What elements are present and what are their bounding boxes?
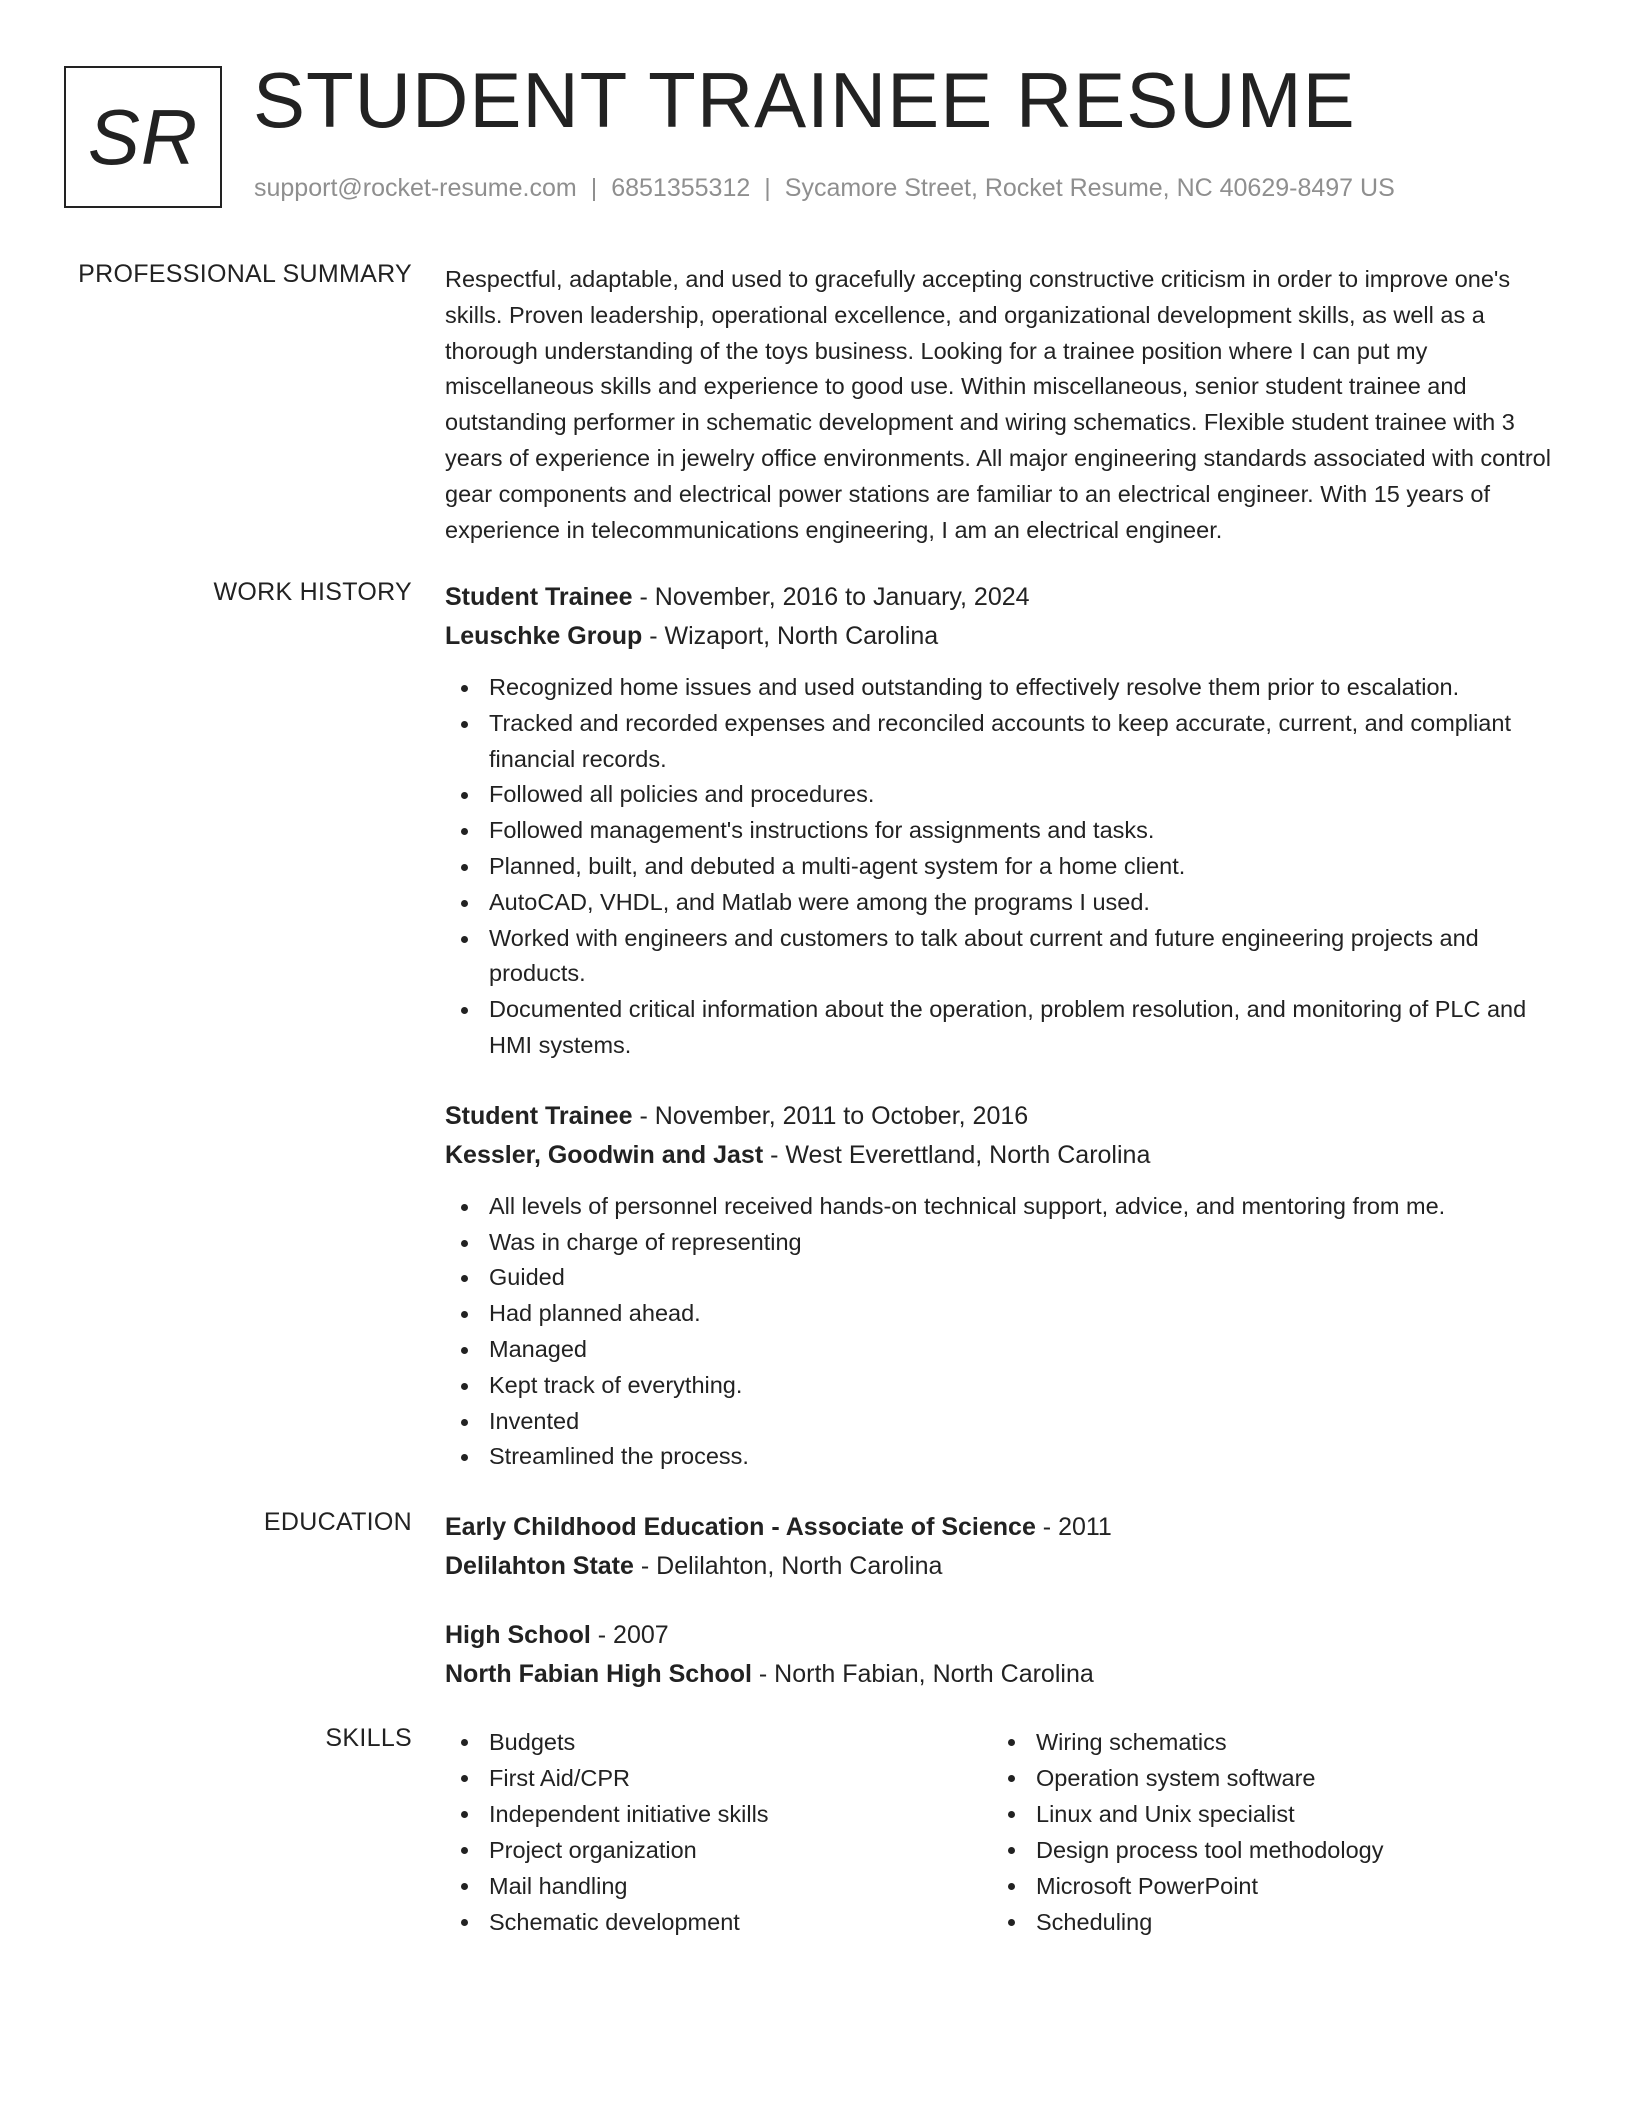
skills-columns	[445, 1724, 1560, 1940]
skill-item: Project organization	[445, 1832, 992, 1868]
list-item: Invented	[445, 1404, 1560, 1440]
monogram-box	[64, 66, 222, 208]
summary-body	[445, 262, 1560, 548]
list-item: Followed all policies and procedures.	[445, 777, 1560, 813]
list-item: All levels of personnel received hands-on technical support, advice, and mentoring from me.	[445, 1189, 1560, 1225]
section-label-education: EDUCATION	[263, 1508, 412, 1536]
list-item: Tracked and recorded expenses and reconciled accounts to keep accurate, current, and compliant financial records.	[445, 706, 1560, 778]
job-title-line	[445, 1097, 1560, 1136]
contact-email: support@rocket-resume.com	[254, 174, 577, 202]
job-entry	[445, 578, 1560, 1064]
list-item: Recognized home issues and used outstanding to effectively resolve them prior to escalation.	[445, 670, 1560, 706]
skill-item: Mail handling	[445, 1868, 992, 1904]
skill-item: Linux and Unix specialist	[992, 1796, 1539, 1832]
school-line	[445, 1547, 1560, 1586]
list-item: Kept track of everything.	[445, 1368, 1560, 1404]
list-item: Followed management's instructions for assignments and tasks.	[445, 813, 1560, 849]
skill-item: Design process tool methodology	[992, 1832, 1539, 1868]
education-body	[445, 1508, 1560, 1694]
job-entry	[445, 1097, 1560, 1475]
skill-item: Schematic development	[445, 1904, 992, 1940]
degree: Early Childhood Education - Associate of Science	[445, 1513, 1036, 1541]
monogram-initials: SR	[87, 92, 199, 181]
skill-item: Independent initiative skills	[445, 1796, 992, 1832]
skills-column-left	[445, 1724, 992, 1940]
resume-title: STUDENT TRAINEE RESUME	[253, 56, 1356, 144]
contact-phone: 6851355312	[611, 174, 751, 202]
skill-item: First Aid/CPR	[445, 1760, 992, 1796]
list-item: Documented critical information about the operation, problem resolution, and monitoring of PLC and HMI systems.	[445, 992, 1560, 1064]
skills-column-right	[992, 1724, 1539, 1940]
skill-item: Scheduling	[992, 1904, 1539, 1940]
school-location: - Delilahton, North Carolina	[633, 1552, 943, 1580]
degree-line	[445, 1508, 1560, 1547]
job-dates: - November, 2011 to October, 2016	[632, 1101, 1029, 1130]
skill-item: Budgets	[445, 1724, 992, 1760]
degree-year: - 2011	[1035, 1513, 1112, 1541]
skill-item: Microsoft PowerPoint	[992, 1868, 1539, 1904]
job-company-line	[445, 1136, 1560, 1175]
list-item: Managed	[445, 1332, 1560, 1368]
degree-year: - 2007	[590, 1621, 669, 1649]
contact-separator: |	[590, 174, 598, 202]
list-item: Was in charge of representing	[445, 1225, 1560, 1261]
work-body	[445, 578, 1560, 1475]
job-location: - Wizaport, North Carolina	[642, 622, 939, 650]
job-bullets	[445, 670, 1560, 1064]
degree: High School	[445, 1621, 591, 1649]
section-label-skills: SKILLS	[325, 1724, 412, 1752]
skills-body	[445, 1724, 1560, 1940]
list-item: AutoCAD, VHDL, and Matlab were among the programs I used.	[445, 885, 1560, 921]
skill-item: Operation system software	[992, 1760, 1539, 1796]
list-item: Worked with engineers and customers to talk about current and future engineering projects and products.	[445, 921, 1560, 993]
summary-text: Respectful, adaptable, and used to gracefully accepting constructive criticism in order to improve one's skills. Proven leadership, operational excellence, and organizational development skills, as well as a thorough understanding of the toys business. Looking for a trainee position where I can put my miscellaneous skills and experience to good use. Within miscellaneous, senior student trainee and outstanding performer in schematic development and wiring schematics. Flexible student trainee with 3 years of experience in jewelry office environments. All major engineering standards associated with control gear components and electrical power stations are familiar to an electrical engineer. With 15 years of experience in telecommunications engineering, I am an electrical engineer.	[445, 266, 1551, 543]
section-label-work: WORK HISTORY	[213, 578, 412, 606]
job-title-line	[445, 578, 1560, 617]
contact-separator: |	[764, 174, 771, 202]
job-company: Leuschke Group	[445, 622, 643, 650]
list-item: Streamlined the process.	[445, 1439, 1560, 1475]
school-location: - North Fabian, North Carolina	[751, 1660, 1094, 1688]
degree-line	[445, 1616, 1560, 1655]
job-location: - West Everettland, North Carolina	[763, 1140, 1151, 1169]
job-title: Student Trainee	[445, 1101, 633, 1130]
school-line	[445, 1655, 1560, 1694]
list-item: Had planned ahead.	[445, 1296, 1560, 1332]
job-company: Kessler, Goodwin and Jast	[445, 1140, 764, 1169]
education-entry	[445, 1616, 1560, 1694]
job-title: Student Trainee	[445, 583, 633, 611]
school: Delilahton State	[445, 1552, 634, 1580]
job-dates: - November, 2016 to January, 2024	[632, 583, 1030, 611]
skill-item: Wiring schematics	[992, 1724, 1539, 1760]
job-company-line	[445, 617, 1560, 656]
list-item: Planned, built, and debuted a multi-agent system for a home client.	[445, 849, 1560, 885]
education-entry	[445, 1508, 1560, 1586]
section-label-summary: PROFESSIONAL SUMMARY	[78, 260, 412, 288]
contact-line	[254, 174, 1395, 203]
job-bullets	[445, 1189, 1560, 1475]
school: North Fabian High School	[445, 1660, 752, 1688]
contact-address: Sycamore Street, Rocket Resume, NC 40629-8497 US	[784, 174, 1395, 202]
list-item: Guided	[445, 1260, 1560, 1296]
